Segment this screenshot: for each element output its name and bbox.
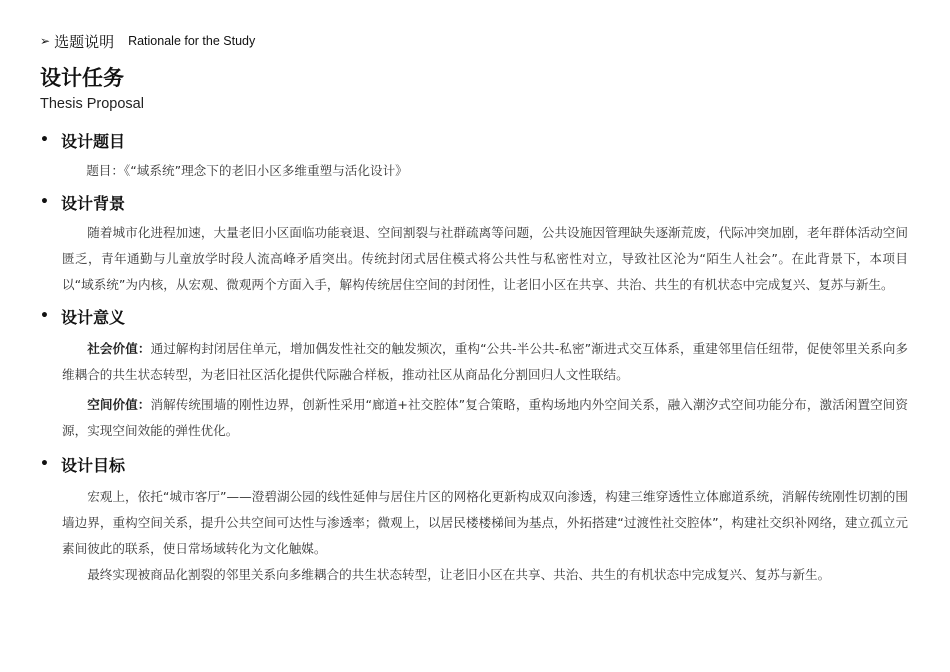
section-heading (40, 304, 908, 328)
section-heading-text: 设计背景 (61, 193, 126, 213)
page-title: 设计任务 (40, 66, 124, 90)
header-label-en: Rationale for the Study (128, 34, 256, 48)
section-heading-text: 设计意义 (61, 307, 126, 327)
bullet-icon: • (40, 132, 49, 148)
section-heading-text: 设计题目 (61, 131, 126, 151)
paragraph-spatial-value (40, 392, 908, 444)
paragraph-text: 随着城市化进程加速，大量老旧小区面临功能衰退、空间割裂与社群疏离等问题，公共设施因管理缺失逐渐荒废，代际冲突加剧，老年群体活动空间匮乏，青年通勤与儿童放学时段人流高峰矛盾突出。传统封闭式居住模式将公共性与私密性对立，导致社区沦为“陌生人社会”。在此背景下，本项目以“域系统”为内核，从宏观、微观两个方面入手，解构传统居住空间的封闭性，让老旧小区在共享、共治、共生的有机状态中完成复兴、复苏与新生。 (62, 225, 908, 292)
section-design-topic (40, 128, 908, 184)
document-page (40, 28, 908, 588)
paragraph-text: 宏观上，依托“城市客厅”——澄碧湖公园的线性延伸与居住片区的网格化更新构成双向渗透，构建三维穿透性立体廊道系统，消解传统刚性切割的围墙边界，重构空间关系，提升公共空间可达性与渗透率；微观上，以居民楼楼梯间为基点，外拓搭建“过渡性社交腔体”，构建社交织补网络，建立孤立元素间彼此的联系，使日常场域转化为文化触媒。 (62, 489, 908, 556)
paragraph-text: 最终实现被商品化割裂的邻里关系向多维耦合的共生状态转型，让老旧小区在共享、共治、共生的有机状态中完成复兴、复苏与新生。 (87, 567, 831, 582)
paragraph-lead: 空间价值： (87, 397, 151, 412)
section-design-goals (40, 452, 908, 588)
section-heading (40, 128, 908, 152)
paragraph (40, 158, 928, 184)
paragraph (40, 562, 908, 588)
paragraph-text: 通过解构封闭居住单元，增加偶发性社交的触发频次，重构“公共-半公共-私密”渐进式交互体系，重建邻里信任纽带，促使邻里关系向多维耦合的共生状态转型，为老旧社区活化提供代际融合样板，推动社区从商品化分割回归人文性联结。 (62, 341, 909, 382)
section-heading (40, 452, 908, 476)
header-label-zh: 选题说明 (54, 32, 115, 51)
paragraph-lead: 社会价值： (87, 341, 151, 356)
section-header (40, 28, 908, 54)
section-design-significance (40, 304, 908, 444)
paragraph (40, 484, 908, 562)
paragraph-social-value (40, 336, 908, 388)
section-heading (40, 190, 908, 214)
bullet-icon: • (40, 308, 49, 324)
arrow-bullet-icon: ➢ (40, 34, 51, 48)
paragraph (40, 220, 908, 298)
page-subtitle: Thesis Proposal (40, 96, 144, 112)
section-design-background (40, 190, 908, 298)
bullet-icon: • (40, 456, 49, 472)
bullet-icon: • (40, 194, 49, 210)
paragraph-text: 题目：《“域系统”理念下的老旧小区多维重塑与活化设计》 (86, 163, 408, 178)
paragraph-text: 消解传统围墙的刚性边界，创新性采用“廊道+社交腔体”复合策略，重构场地内外空间关系，融入潮汐式空间功能分布，激活闲置空间资源，实现空间效能的弹性优化。 (62, 397, 908, 438)
section-heading-text: 设计目标 (61, 455, 126, 475)
